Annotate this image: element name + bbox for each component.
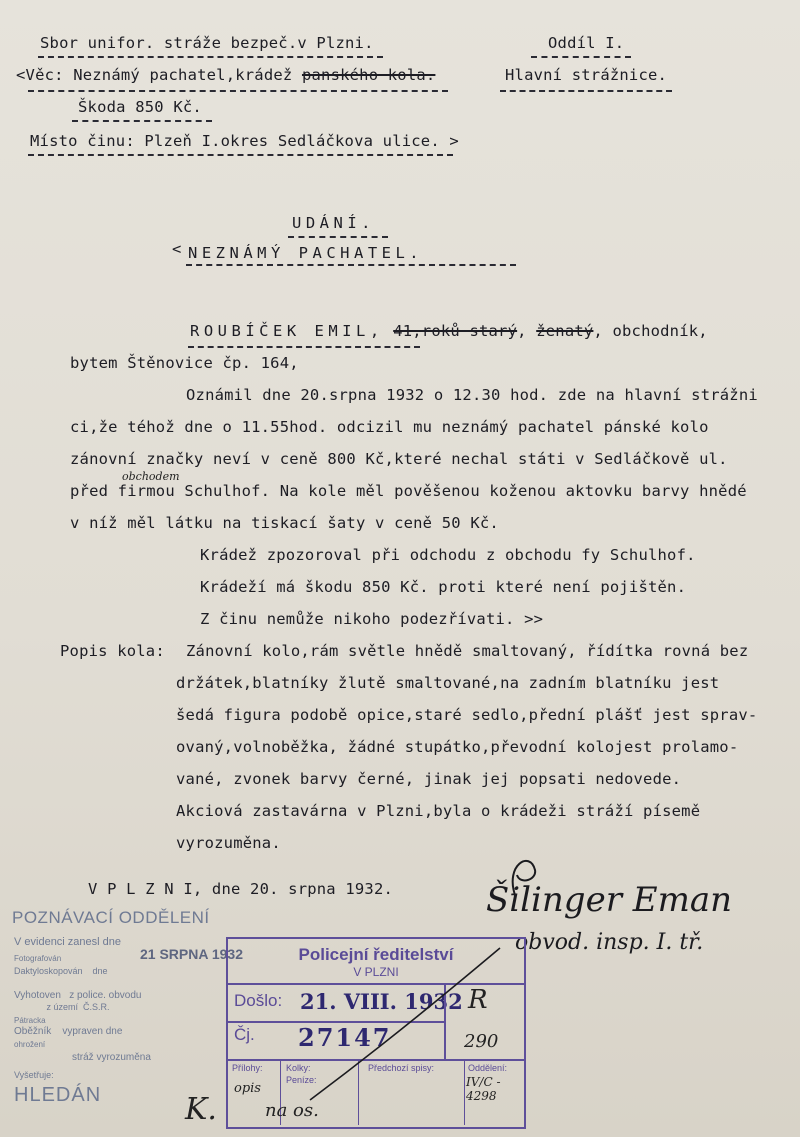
col-label: Předchozí spisy: [368, 1063, 435, 1073]
bike-line-3: šedá figura podobě opice,staré sedlo,přední plášť jest sprav- [176, 706, 758, 724]
stamp-line: z území Č.S.R. [14, 1002, 110, 1012]
underline [531, 56, 631, 58]
report-line-6: Krádež zpozoroval při odchodu z obchodu fy Schulhof. [200, 546, 696, 564]
place-of-crime: Místo činu: Plzeň I.okres Sedláčkova ulice. > [30, 132, 459, 150]
stamp-line: Pátracka [14, 1016, 46, 1025]
col-label: Kolky: [286, 1063, 311, 1073]
office-name: Sbor unifor. stráže bezpeč.v Plzni. [40, 34, 374, 52]
underline [38, 56, 383, 58]
struck-text: panského kola. [301, 66, 436, 84]
struck-age: 41,roků starý [393, 322, 518, 340]
col-label: Oddělení: [468, 1063, 508, 1073]
handwritten-k: K. [185, 1092, 217, 1127]
subject-line: <Věc: Neznámý pachatel,krádež panského kola. [16, 66, 436, 84]
stamp-line: Oběžník vypraven dne [14, 1026, 123, 1037]
bike-description-label: Popis kola: [60, 642, 165, 660]
document-title: UDÁNÍ. [292, 214, 375, 232]
reporter-address: bytem Štěnovice čp. 164, [70, 354, 299, 372]
stamp-line: Vyhotoven z police. obvodu [14, 990, 142, 1001]
underline [188, 346, 420, 348]
col-value: opis [234, 1081, 261, 1096]
stamp-line: stráž vyrozuměna [72, 1052, 151, 1063]
col-value: IV/C - 4298 [466, 1075, 501, 1103]
pen-stroke [300, 940, 510, 1110]
damage-amount: Škoda 850 Kč. [78, 98, 202, 116]
station-name: Hlavní strážnice. [505, 66, 668, 84]
dateline: V P L Z N I, dne 20. srpna 1932. [88, 880, 394, 898]
stamp-line: Vyšetřuje: [14, 1070, 54, 1080]
struck-marital: ženatý [536, 322, 594, 340]
stamp-line: Fotografován [14, 954, 62, 963]
stamp-subtitle: V PLZNI [353, 965, 399, 979]
report-line-1: Oznámil dne 20.srpna 1932 o 12.30 hod. zde na hlavní strážni [186, 386, 758, 404]
reporter-line: ROUBÍČEK EMIL, 41,roků starý, ženatý, obchodník, [190, 322, 708, 340]
received-date: 21. VIII. 1932 [300, 989, 463, 1014]
col-label: Přílohy: [232, 1063, 263, 1073]
stamp-date: 21 SRPNA 1932 [140, 946, 243, 962]
suspect-heading: NEZNÁMÝ PACHATEL. [188, 244, 424, 262]
underline [500, 90, 672, 92]
handwritten-note: na os. [265, 1100, 319, 1121]
bike-line-6: Akciová zastavárna v Plzni,byla o krádeži stráží písemě [176, 802, 701, 820]
department: Oddíl I. [548, 34, 625, 52]
report-line-7: Krádeží má škodu 850 Kč. proti které není pojištěn. [200, 578, 687, 596]
underline [28, 154, 453, 156]
number-label: Čj. [234, 1025, 255, 1044]
handwritten-insert: obchodem [122, 470, 180, 483]
handwritten-mark: R [468, 985, 488, 1015]
col-label: Peníze: [286, 1075, 317, 1085]
underline [288, 236, 388, 238]
underline [28, 90, 448, 92]
stamp-title: POZNÁVACÍ ODDĚLENÍ [12, 908, 210, 927]
file-number: 27147 [298, 1023, 392, 1052]
report-line-5: v níž měl látku na tiskací šaty v ceně 50 Kč. [70, 514, 499, 532]
stamp-line: Daktyloskopován dne [14, 966, 108, 976]
stamp-line: V evidenci zanesl dne [14, 936, 122, 948]
bike-line-4: ovaný,volnoběžka, žádné stupátko,převodní kolojest prolamo- [176, 738, 739, 756]
report-line-3: zánovní značky neví v ceně 800 Kč,které nechal státi v Sedláčkově ul. [70, 450, 728, 468]
handwritten-number: 290 [464, 1031, 499, 1052]
bike-line-7: vyrozuměna. [176, 834, 281, 852]
bike-line-2: držátek,blatníky žlutě smaltované,na zadním blatníku jest [176, 674, 720, 692]
identification-dept-stamp [12, 908, 252, 1118]
signature-rank: obvod. insp. I. tř. [515, 930, 704, 955]
report-line-4: před firmou Schulhof. Na kole měl pověšenou koženou aktovku barvy hnědé [70, 482, 747, 500]
received-label: Došlo: [234, 991, 283, 1010]
report-line-2: ci,že téhož dne o 11.55hod. odcizil mu neznámý pachatel pánské kolo [70, 418, 709, 436]
signature-name: Šilinger Eman [486, 880, 732, 920]
stamp-line: ohrožení [14, 1040, 46, 1049]
report-line-8: Z činu nemůže nikoho podezřívati. >> [200, 610, 544, 628]
signature-flourish [475, 845, 555, 905]
title-prefix: < [172, 240, 182, 258]
stamp-title: Policejní ředitelství [298, 945, 454, 964]
bike-line-5: vané, zvonek barvy černé, jinak jej popsati nedovede. [176, 770, 682, 788]
bike-line-1: Zánovní kolo,rám světle hnědě smaltovaný, řídítka rovná bez [186, 642, 749, 660]
underline [72, 120, 212, 122]
underline [186, 264, 516, 266]
stamp-status: HLEDÁN [14, 1084, 102, 1106]
